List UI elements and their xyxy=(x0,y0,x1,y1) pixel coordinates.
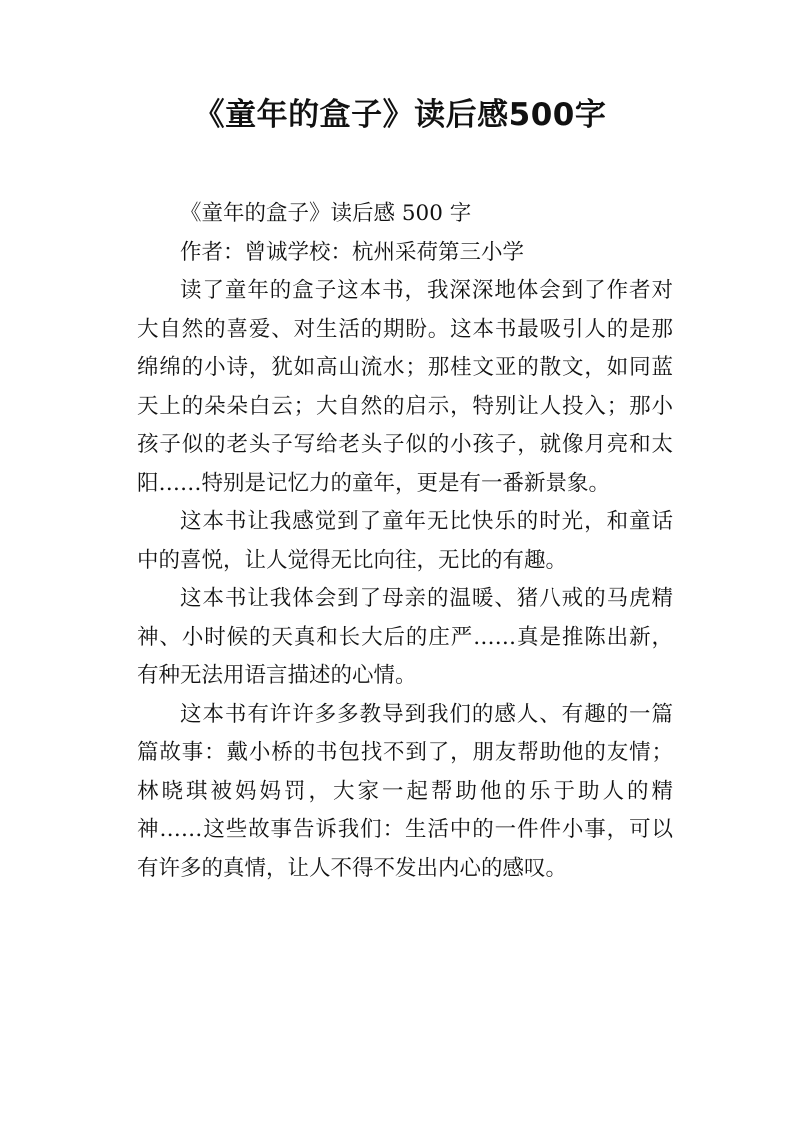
subtitle-paragraph: 《童年的盒子》读后感 500 字 xyxy=(180,201,472,226)
document-title: 《童年的盒子》读后感500字 xyxy=(193,97,607,133)
author-line: 作者：曾诚学校：杭州采荷第三小学 xyxy=(180,239,525,265)
document-body xyxy=(137,195,673,888)
body-paragraph: 这本书有许许多多教导到我们的感人、有趣的一篇篇故事：戴小桥的书包找不到了，朋友帮助他的友情；林晓琪被妈妈罚，大家一起帮助他的乐于助人的精神……这些故事告诉我们：生活中的一件件小事，可以有许多的真情，让人不得不发出内心的感叹。 xyxy=(137,701,673,881)
body-paragraph: 这本书让我感觉到了童年无比快乐的时光，和童话中的喜悦，让人觉得无比向往，无比的有趣。 xyxy=(137,509,673,573)
body-paragraph: 这本书让我体会到了母亲的温暖、猪八戒的马虎精神、小时候的天真和长大后的庄严……真是推陈出新，有种无法用语言描述的心情。 xyxy=(137,586,673,688)
body-paragraph: 读了童年的盒子这本书，我深深地体会到了作者对大自然的喜爱、对生活的期盼。这本书最吸引人的是那绵绵的小诗，犹如高山流水；那桂文亚的散文，如同蓝天上的朵朵白云；大自然的启示，特别让人投入；那小孩子似的老头子写给老头子似的小孩子，就像月亮和太阳……特别是记忆力的童年，更是有一番新景象。 xyxy=(137,278,673,496)
